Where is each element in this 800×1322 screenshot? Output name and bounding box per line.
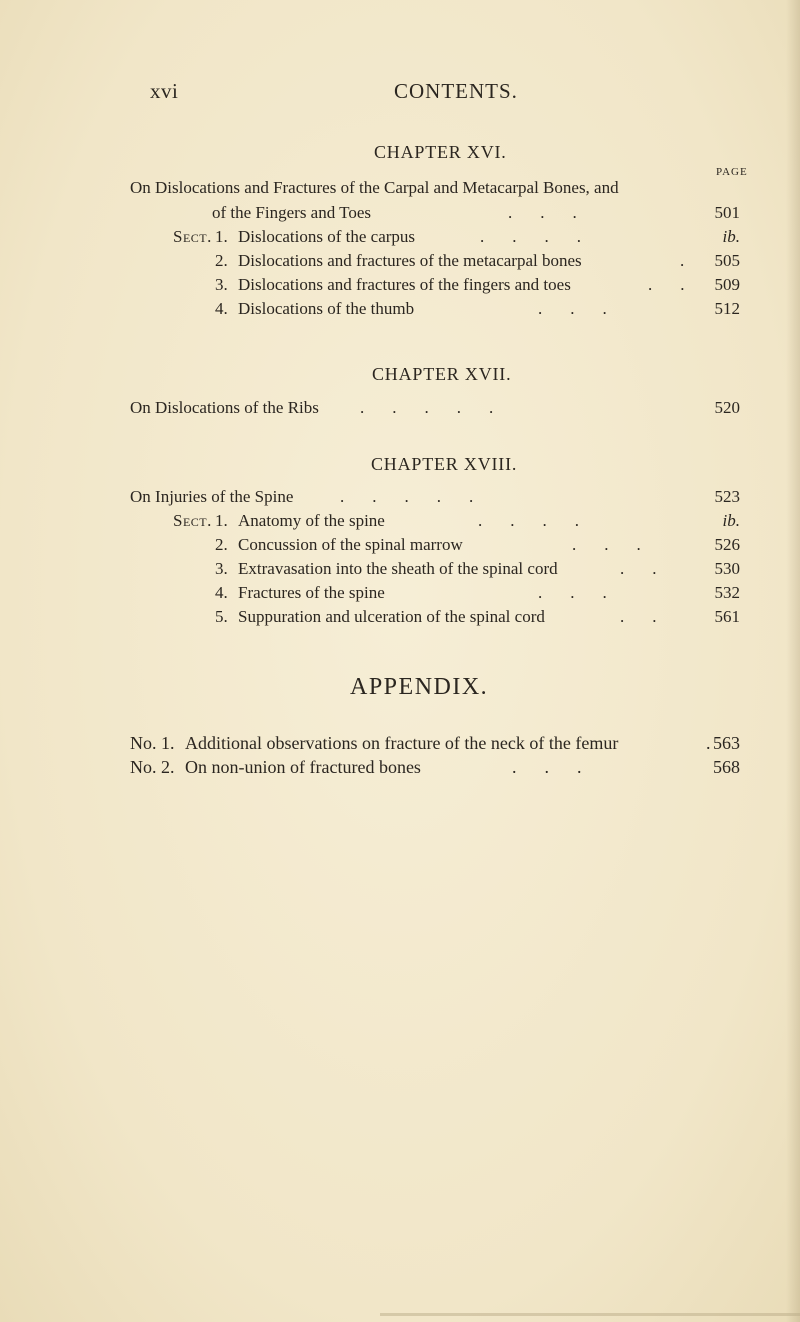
leader-dots: ..... (360, 398, 522, 417)
leader-dots: .. (620, 559, 685, 578)
ch18-item-4-page: 532 (714, 583, 740, 602)
leader-dots: .... (478, 511, 607, 530)
appendix-title: APPENDIX. (350, 674, 489, 700)
appendix-item-1-text: Additional observations on fracture of the neck of the femur (185, 733, 619, 753)
ch16-item-4-num: 4. (215, 299, 228, 318)
ch16-item-1-num: 1. (215, 227, 228, 246)
ch16-item-3-text: Dislocations and fractures of the fingers and toes (238, 275, 571, 294)
ch18-item-3-text: Extravasation into the sheath of the spinal cord (238, 559, 558, 578)
leader-dots: ..... (340, 487, 502, 506)
ch18-item-2-num: 2. (215, 535, 228, 554)
chapter-17-intro: On Dislocations of the Ribs (130, 398, 319, 417)
appendix-item-1-label: No. 1. (130, 733, 175, 753)
ch18-item-2-text: Concussion of the spinal marrow (238, 535, 463, 554)
ch16-item-1-text: Dislocations of the carpus (238, 227, 416, 246)
leader-dots: . (680, 251, 685, 270)
page-bottom-edge (380, 1313, 800, 1316)
chapter-18-title: CHAPTER XVIII. (371, 454, 518, 474)
ch18-item-4-text: Fractures of the spine (238, 583, 385, 602)
page-number: xvi (150, 79, 179, 103)
ch18-item-5-text: Suppuration and ulceration of the spinal cord (238, 607, 545, 626)
chapter-16-intro-line1: On Dislocations and Fractures of the Carpal and Metacarpal Bones, and (130, 178, 619, 197)
leader-dots: . (706, 733, 711, 753)
ch16-item-4-text: Dislocations of the thumb (238, 299, 415, 318)
ch16-item-3-num: 3. (215, 275, 228, 294)
ch18-item-4-num: 4. (215, 583, 228, 602)
leader-dots: ... (512, 757, 610, 777)
sect-label: Sect. (173, 227, 212, 246)
ch16-item-2-num: 2. (215, 251, 228, 270)
chapter-16-title: CHAPTER XVI. (374, 142, 507, 162)
page-column-label: PAGE (716, 166, 748, 178)
leader-dots: .... (480, 227, 609, 246)
leader-dots: .. (620, 607, 685, 626)
chapter-17-title: CHAPTER XVII. (372, 364, 512, 384)
ch18-item-3-num: 3. (215, 559, 228, 578)
ch18-item-2-page: 526 (714, 535, 740, 554)
ch18-item-1-text: Anatomy of the spine (238, 511, 385, 530)
ch18-item-5-num: 5. (215, 607, 228, 626)
ch16-item-2-text: Dislocations and fractures of the metacarpal bones (238, 251, 582, 270)
chapter-16-intro-line2: of the Fingers and Toes (212, 203, 372, 222)
sect-label: Sect. (173, 511, 212, 530)
ch18-item-5-page: 561 (714, 607, 740, 626)
ch18-item-3-page: 530 (714, 559, 740, 578)
page-edge-shadow (786, 0, 800, 1322)
ch16-item-3-page: 509 (714, 275, 740, 294)
chapter-18-intro: On Injuries of the Spine (130, 487, 294, 506)
ch18-item-1-num: 1. (215, 511, 228, 530)
running-title: CONTENTS. (394, 79, 518, 103)
appendix-item-2-label: No. 2. (130, 757, 175, 777)
ch16-item-1-page: ib. (722, 227, 740, 246)
ch16-item-2-page: 505 (714, 251, 740, 270)
leader-dots: ... (572, 535, 669, 554)
leader-dots: ... (538, 583, 635, 602)
chapter-18-intro-page: 523 (714, 487, 740, 506)
appendix-item-2-page: 568 (713, 757, 740, 777)
ch16-item-4-page: 512 (714, 299, 740, 318)
chapter-16-intro-page: 501 (714, 203, 740, 222)
leader-dots: .. (648, 275, 713, 294)
leader-dots: ... (508, 203, 605, 222)
appendix-item-1-page: 563 (713, 733, 740, 753)
leader-dots: ... (538, 299, 635, 318)
ch18-item-1-page: ib. (722, 511, 740, 530)
appendix-item-2-text: On non-union of fractured bones (185, 757, 421, 777)
chapter-17-intro-page: 520 (714, 398, 740, 417)
